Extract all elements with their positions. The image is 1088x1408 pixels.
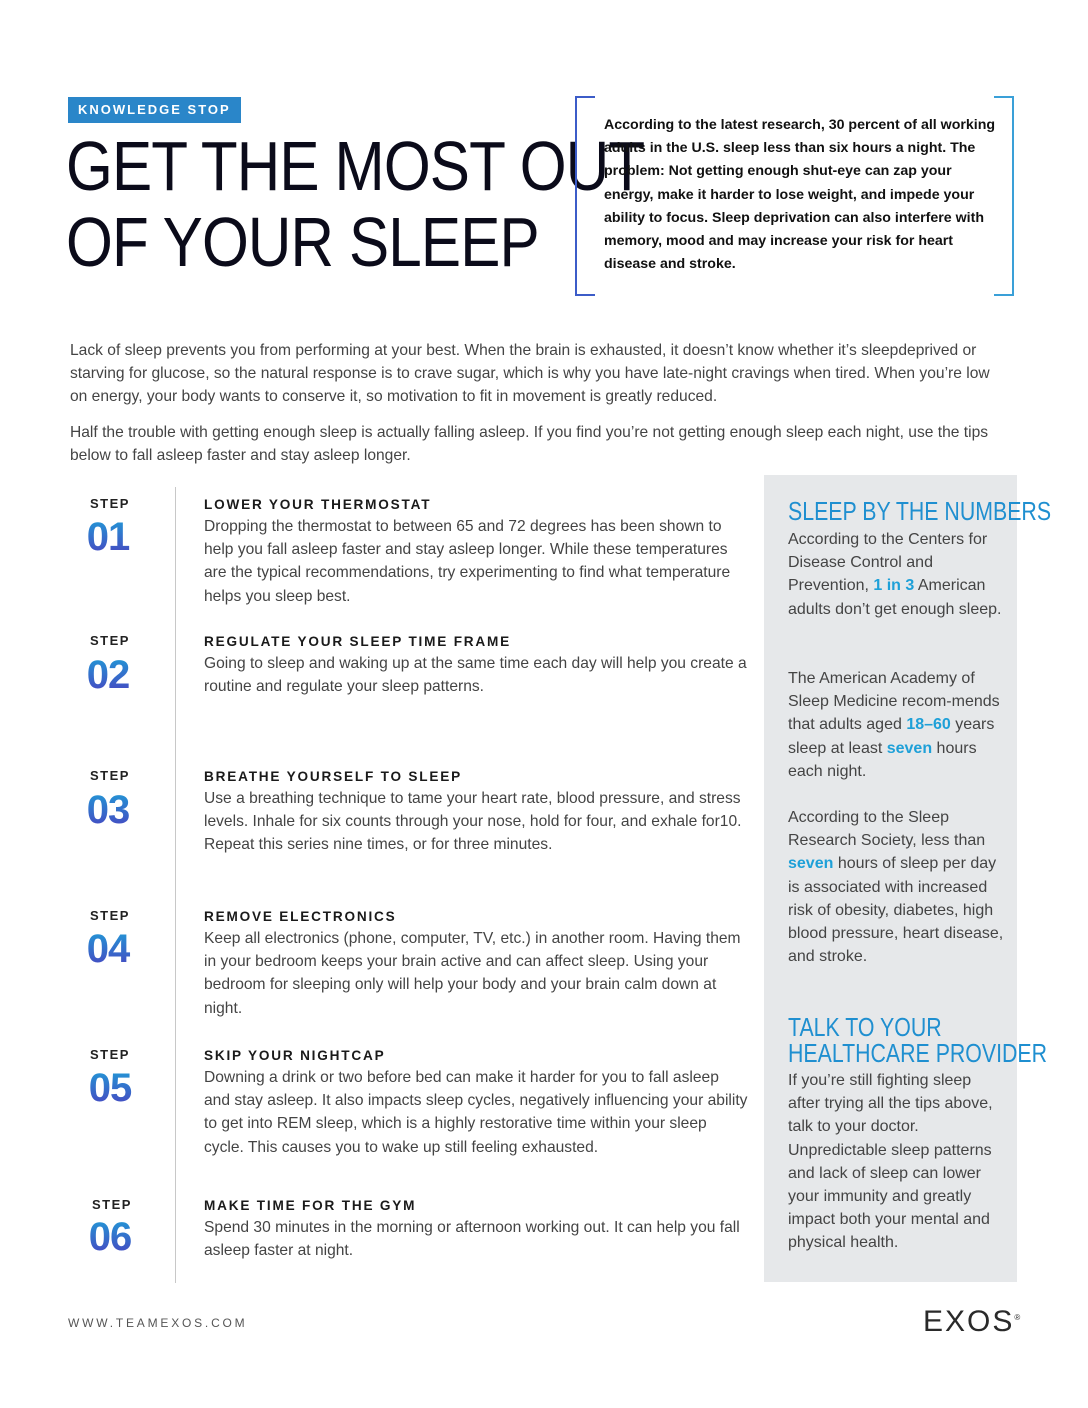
knowledge-stop-badge: KNOWLEDGE STOP <box>68 97 241 123</box>
step-4-body: Keep all electronics (phone, computer, TV, etc.) in another room. Having them in your bedroom keeps your brain active and can affect sleep. Using your bedroom for sleeping only will help your body and your brain calm down at night. <box>204 930 741 1017</box>
sidebar-stat-aasm <box>788 667 1006 783</box>
page-title <box>66 127 645 281</box>
step-2-label: STEP <box>90 633 130 648</box>
exos-logo-registered-mark: ® <box>1014 1313 1021 1322</box>
sidebar-stat-cdc-text-a: According to the Centers for Disease Control and Prevention, <box>788 531 988 595</box>
step-3-label: STEP <box>90 768 130 783</box>
step-5-label: STEP <box>90 1047 130 1062</box>
sidebar-stat-srs <box>788 806 1006 968</box>
body-paragraph-2: Half the trouble with getting enough sleep is actually falling asleep. If you find you’re not getting enough sleep each night, use the tips below to fall asleep faster and stay asleep longer. <box>70 424 989 465</box>
step-3-body: Use a breathing technique to tame your heart rate, blood pressure, and stress levels. Inhale for six counts through your nose, hold for four, and exhale for10. Repeat this series nine times, or for three minutes. <box>204 790 742 854</box>
sidebar-stat-aasm-text-c: hours each night. <box>788 739 977 780</box>
step-3-number-text: 03 <box>86 788 130 831</box>
step-6-body: Spend 30 minutes in the morning or afternoon working out. It can help you fall asleep faster at night. <box>204 1219 740 1260</box>
step-3-title: BREATHE YOURSELF TO SLEEP <box>204 769 462 784</box>
step-1-number <box>68 514 148 558</box>
exos-logo-text: EXOS <box>923 1305 1015 1338</box>
step-3-number <box>68 787 148 831</box>
step-2-number <box>68 652 148 696</box>
sidebar-stat-cdc-highlight: 1 in 3 <box>873 577 915 595</box>
step-2-number-text: 02 <box>86 653 130 696</box>
body-paragraph-1: Lack of sleep prevents you from performing at your best. When the brain is exhausted, it doesn’t know whether it’s sleepdeprived or starving for glucose, so the natural response is to crave sugar, which is why you have late-night cravings when tired. When you’re low on energy, your body wants to conserve it, so motivation to fit in movement is greatly reduced. <box>70 342 990 406</box>
step-5-body: Downing a drink or two before bed can make it harder for you to fall asleep and stay asleep. It also impacts sleep cycles, negatively influencing your ability to get into REM sleep, which is a highly restorative time within your sleep cycle. This causes you to wake up still feeling exhausted. <box>204 1069 748 1156</box>
step-1-number-text: 01 <box>86 515 130 558</box>
step-2-title: REGULATE YOUR SLEEP TIME FRAME <box>204 634 512 649</box>
intro-callout: According to the latest research, 30 percent of all working adults in the U.S. sleep less than six hours a night. The problem: Not getting enough shut-eye can zap your energy, make it harder to lose weight, and impede your ability to focus. Sleep deprivation can also interfere with memory, mood and may increase your risk for heart disease and stroke. <box>604 117 996 273</box>
sidebar-heading-numbers: SLEEP BY THE NUMBERS <box>788 496 1052 526</box>
page-title-line1: GET THE MOST OUT <box>66 127 645 205</box>
sidebar-heading-provider-line1: TALK TO YOUR <box>788 1012 942 1042</box>
step-1-title: LOWER YOUR THERMOSTAT <box>204 497 432 512</box>
page-title-line2: OF YOUR SLEEP <box>66 203 539 281</box>
sidebar-stat-cdc <box>788 528 1006 621</box>
sidebar-stat-aasm-hours-highlight: seven <box>886 739 933 757</box>
sidebar-stat-srs-text-b: hours of sleep per day is associated with increased risk of obesity, diabetes, high blood pressure, heart disease, and stroke. <box>788 855 1004 966</box>
step-1-label: STEP <box>90 496 130 511</box>
footer-website-url[interactable]: WWW.TEAMEXOS.COM <box>68 1316 248 1330</box>
step-5-title: SKIP YOUR NIGHTCAP <box>204 1048 386 1063</box>
step-6-label: STEP <box>92 1197 132 1212</box>
sidebar-stat-aasm-text-b: years sleep at least <box>788 716 995 757</box>
step-5-number <box>70 1065 150 1109</box>
step-4-label: STEP <box>90 908 130 923</box>
steps-timeline-divider <box>175 487 176 1283</box>
step-1-body: Dropping the thermostat to between 65 and 72 degrees has been shown to help you fall asleep faster and stay asleep longer. While these temperatures are the typical recommendations, try experimenting to find what temperature helps you sleep best. <box>204 518 731 605</box>
step-6-number <box>70 1214 150 1258</box>
step-4-title: REMOVE ELECTRONICS <box>204 909 397 924</box>
step-4-number-text: 04 <box>86 927 130 970</box>
step-4-number <box>68 926 148 970</box>
sidebar-stat-aasm-age-highlight: 18–60 <box>906 716 951 734</box>
step-6-number-text: 06 <box>88 1215 132 1258</box>
sidebar-stat-srs-highlight: seven <box>788 855 834 873</box>
step-6-title: MAKE TIME FOR THE GYM <box>204 1198 417 1213</box>
sidebar-stat-aasm-text-a: The American Academy of Sleep Medicine recom-mends that adults aged <box>788 670 1000 734</box>
sidebar-provider-text: If you’re still fighting sleep after trying all the tips above, talk to your doctor. Unpredictable sleep patterns and lack of sleep can lower your immunity and greatly impact both your mental and physical health. <box>788 1072 993 1252</box>
step-5-number-text: 05 <box>88 1066 132 1109</box>
sidebar-heading-provider-line2: HEALTHCARE PROVIDER <box>788 1038 1048 1068</box>
exos-logo <box>923 1305 1020 1339</box>
intro-bracket-left <box>575 96 595 296</box>
sidebar-stat-srs-text-a: According to the Sleep Research Society, less than <box>788 809 986 850</box>
sidebar-stat-cdc-text-b: American adults don’t get enough sleep. <box>788 577 1002 618</box>
step-2-body: Going to sleep and waking up at the same time each day will help you create a routine and regulate your sleep patterns. <box>204 655 747 696</box>
